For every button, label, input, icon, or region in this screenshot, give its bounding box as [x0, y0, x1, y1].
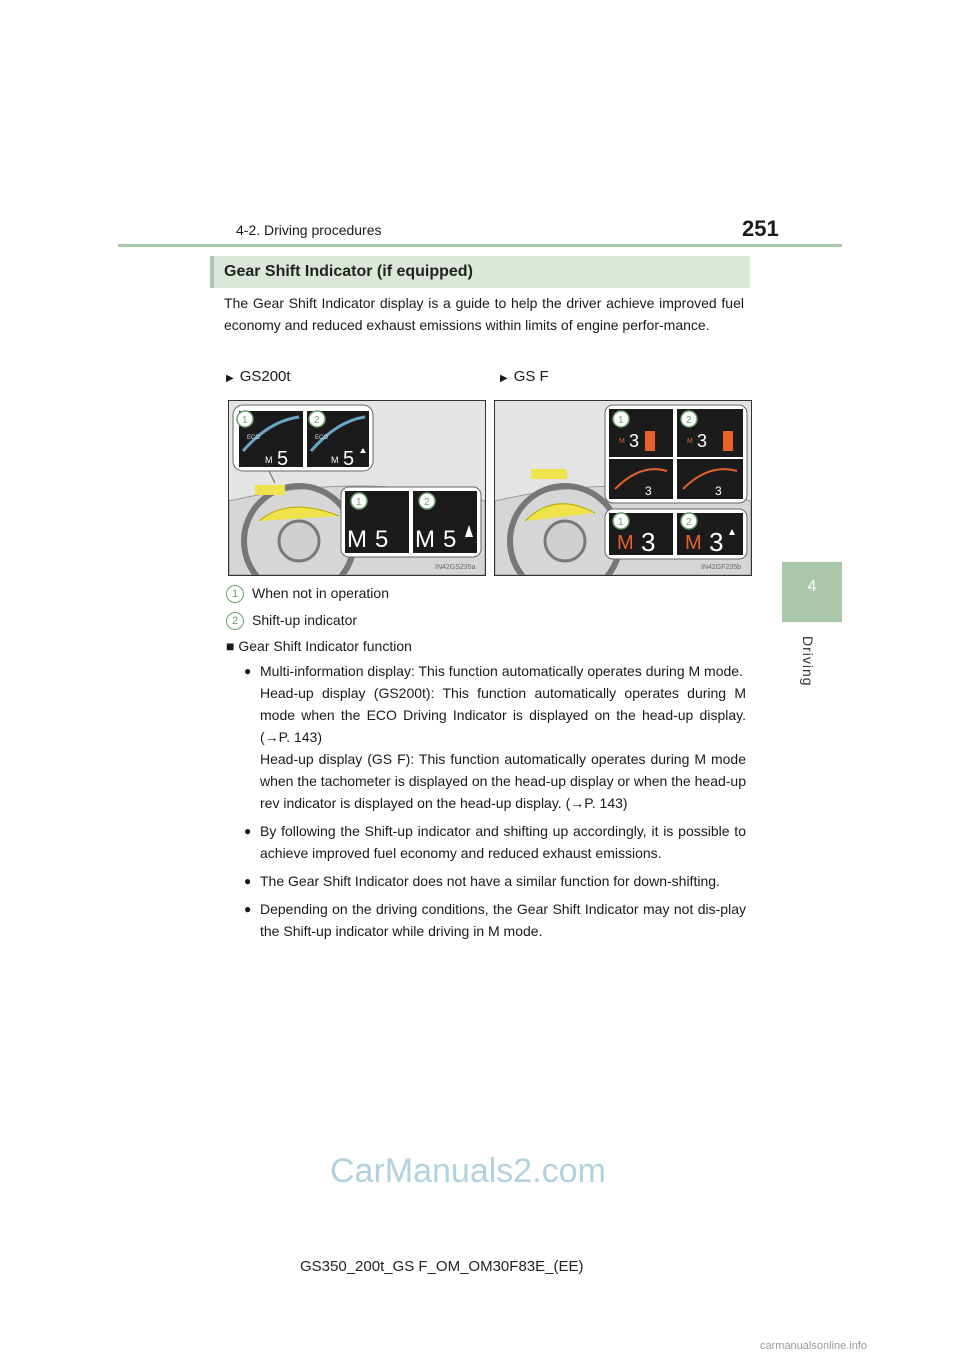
figure-label-text: GS F — [513, 368, 549, 385]
bullet-text: Head-up display (GS200t): This function automatically operates during M mode when the ECO Driving Indicator is displayed on the head-up display. (→P. 143) — [260, 685, 746, 745]
bullet-item: ● Depending on the driving conditions, the Gear Shift Indicator may not dis-play the Shift-up indicator while driving in M mode. — [244, 898, 746, 942]
callout-1: 1 — [618, 517, 624, 528]
callout-2: 2 — [686, 415, 692, 426]
gear-digit: 3 — [629, 431, 640, 451]
eco-label: ECO — [315, 435, 329, 441]
page-number: 251 — [742, 216, 779, 241]
chapter-tab-label: Driving — [800, 636, 816, 687]
bullet-text: Head-up display (GS F): This function automatically operates during M mode when the tachometer is displayed on the head-up display or when the head-up rev indicator is displayed on the head-up display. (→P. 143) — [260, 751, 746, 811]
figure-label-gs200t — [226, 368, 291, 385]
bullet-item: ● The Gear Shift Indicator does not have a similar function for down-shifting. — [244, 870, 746, 892]
callout-2: 2 — [314, 415, 320, 426]
bullet-text: ● Multi-information display: This function automatically operates during M mode. — [260, 663, 743, 679]
figure-label-text: GS200t — [239, 368, 291, 385]
m-label-large: M — [415, 526, 435, 553]
square-bullet-icon: ■ — [226, 638, 235, 654]
m-label: M — [265, 455, 273, 465]
section-title: 4-2. Driving procedures — [236, 222, 382, 238]
gear-digit: 3 — [715, 484, 722, 498]
gear-digit-large: 3 — [641, 527, 656, 557]
number-2-icon: 2 — [226, 612, 244, 630]
chapter-tab-number: 4 — [807, 578, 817, 595]
subheading — [226, 638, 412, 654]
gear-digit-large: 5 — [443, 526, 457, 553]
section-heading: Gear Shift Indicator (if equipped) — [224, 263, 473, 280]
callout-1: 1 — [618, 415, 624, 426]
watermark: CarManuals2.com — [330, 1152, 606, 1190]
m-label-large: M — [617, 532, 634, 554]
callout-1: 1 — [242, 415, 248, 426]
dashboard-illustration — [495, 401, 751, 575]
figure-label-gsf — [500, 368, 549, 385]
gear-digit-large: 5 — [375, 526, 389, 553]
footer-code: GS350_200t_GS F_OM_OM30F83E_(EE) — [300, 1258, 584, 1275]
legend-text: When not in operation — [252, 585, 389, 602]
gear-digit: 5 — [343, 448, 355, 470]
gear-digit: 5 — [277, 448, 289, 470]
figure-gsf — [494, 400, 752, 576]
m-label: M — [619, 438, 625, 445]
callout-2: 2 — [424, 497, 430, 508]
triangle-icon: ▶ — [500, 373, 508, 384]
m-label-large: M — [685, 532, 702, 554]
subheading-text: Gear Shift Indicator function — [238, 638, 412, 654]
m-label-large: M — [347, 526, 367, 553]
bullet-item — [244, 660, 746, 814]
eco-label: ECO — [247, 435, 261, 441]
legend-item-2 — [226, 611, 357, 630]
legend-text: Shift-up indicator — [252, 612, 358, 629]
figure-code: IN42GF235b — [701, 564, 742, 571]
gear-digit: 3 — [697, 431, 708, 451]
gear-digit: 3 — [645, 484, 652, 498]
callout-2: 2 — [686, 517, 692, 528]
triangle-icon: ▶ — [226, 373, 234, 384]
intro-paragraph: The Gear Shift Indicator display is a guide to help the driver achieve improved fuel economy and reduced exhaust emissions within limits of engine perfor-mance. — [224, 295, 744, 333]
m-label: M — [331, 455, 339, 465]
callout-1: 1 — [356, 497, 362, 508]
legend-item-1 — [226, 584, 389, 603]
figure-code: IN42GS235a — [435, 564, 476, 571]
bullet-list — [244, 660, 746, 948]
m-label: M — [687, 438, 693, 445]
dashboard-illustration — [229, 401, 485, 575]
number-1-icon: 1 — [226, 585, 244, 603]
watermark-small: carmanualsonline.info — [760, 1340, 868, 1352]
figure-gs200t — [228, 400, 486, 576]
gear-digit-large: 3 — [709, 527, 724, 557]
header-divider — [118, 244, 842, 247]
bullet-item: ● By following the Shift-up indicator and shifting up accordingly, it is possible to achieve improved fuel economy and reduced exhaust emissions. — [244, 820, 746, 864]
